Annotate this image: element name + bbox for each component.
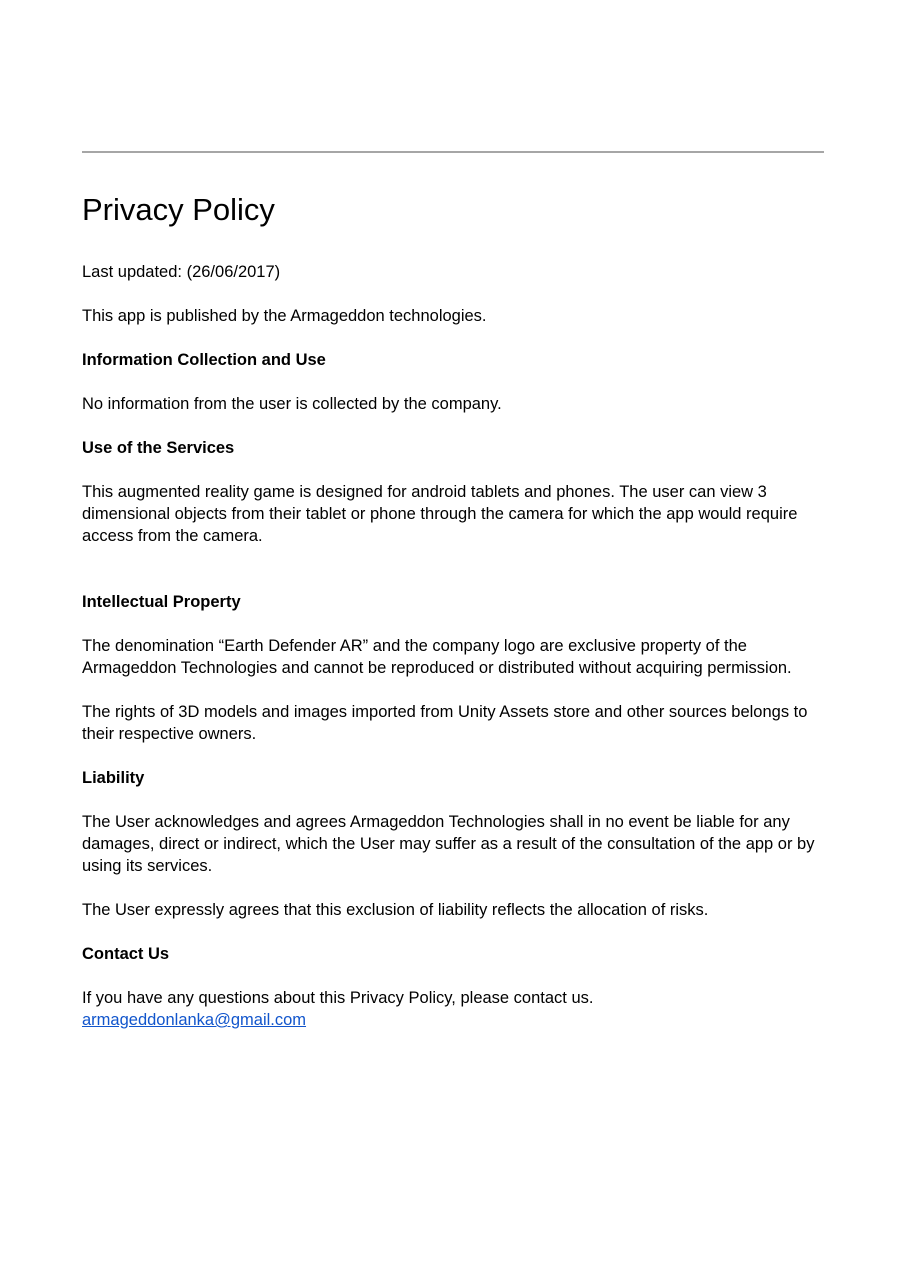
contact-paragraph [82, 987, 824, 1031]
intro-paragraph: This app is published by the Armageddon technologies. [82, 307, 487, 325]
intellectual-property-paragraph-2: The rights of 3D models and images imported from Unity Assets store and other sources belongs to their respective owners. [82, 703, 808, 743]
section-heading-contact-us: Contact Us [82, 945, 170, 963]
section-heading-liability: Liability [82, 769, 145, 787]
top-horizontal-rule [82, 151, 824, 153]
section-heading-intellectual-property: Intellectual Property [82, 593, 241, 611]
blank-line-spacer [82, 569, 824, 591]
contact-text: If you have any questions about this Privacy Policy, please contact us. [82, 989, 594, 1007]
section-heading-use-of-services: Use of the Services [82, 439, 235, 457]
information-collection-paragraph: No information from the user is collected by the company. [82, 395, 502, 413]
page-title: Privacy Policy [82, 192, 275, 227]
last-updated-text: Last updated: (26/06/2017) [82, 263, 281, 281]
liability-paragraph-1: The User acknowledges and agrees Armageddon Technologies shall in no event be liable for any damages, direct or indirect, which the User may suffer as a result of the consultation of the app or by using its services. [82, 813, 815, 875]
intellectual-property-paragraph-1: The denomination “Earth Defender AR” and the company logo are exclusive property of the Armageddon Technologies and cannot be reproduced or distributed without acquiring permission. [82, 637, 792, 677]
contact-email-link[interactable]: armageddonlanka@gmail.com [82, 1011, 307, 1029]
section-heading-information-collection: Information Collection and Use [82, 351, 326, 369]
document-body [82, 261, 824, 1031]
liability-paragraph-2: The User expressly agrees that this exclusion of liability reflects the allocation of risks. [82, 901, 709, 919]
use-of-services-paragraph: This augmented reality game is designed for android tablets and phones. The user can view 3 dimensional objects from their tablet or phone through the camera for which the app would require access from the camera. [82, 483, 798, 545]
